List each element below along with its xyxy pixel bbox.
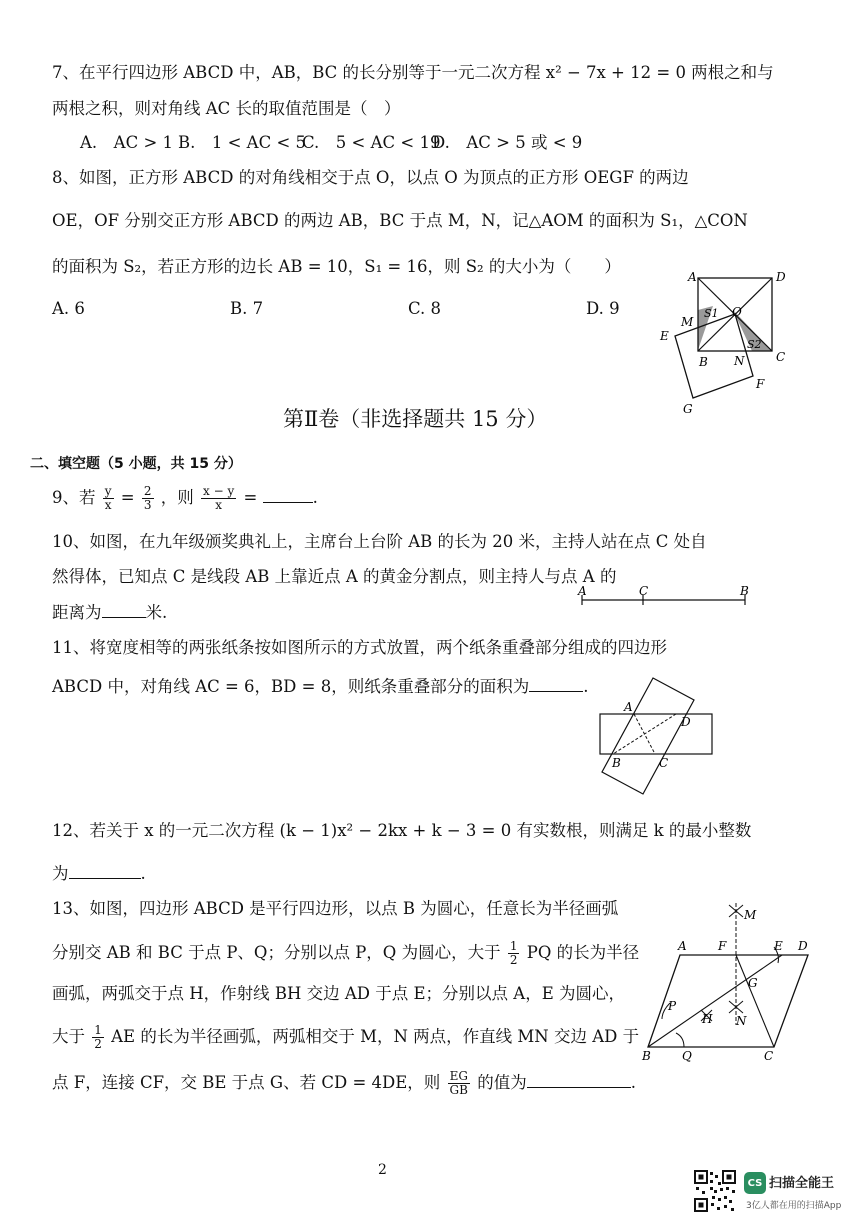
q13-label-d: D (798, 939, 808, 953)
q11-label-b: B (612, 756, 621, 770)
q8-label-s1: S1 (704, 307, 719, 320)
q7-option-b: B. 1 < AC < 5 (178, 133, 307, 152)
q13-answer-blank[interactable] (527, 1071, 631, 1088)
q8-label-c: C (776, 350, 786, 364)
q10-label-b: B (740, 584, 749, 598)
q7-option-d: D. AC > 5 或 < 9 (432, 133, 583, 152)
q8-option-c: C. 8 (408, 299, 442, 318)
q8-option-a: A. 6 (52, 299, 85, 318)
section-fill-heading: 二、填空题（5 小题，共 15 分） (30, 456, 242, 472)
q13-line-cf (736, 955, 774, 1047)
q13-frac-eg-gb: $\frac{EG}{GB}$ (449, 1069, 468, 1097)
q10-label-c: C (639, 584, 649, 598)
q7-option-a: A. AC > 1 (80, 133, 174, 152)
q9-line: 9、若 $\frac{y}{x}$ = $\frac{2}{3}$ ，则 $\frac{x - y}{x}$ = . (52, 484, 318, 512)
q7-line1: 7、在平行四边形 ABCD 中，AB，BC 的长分别等于一元二次方程 x² − 7x + 12 = 0 两根之和与 (52, 63, 774, 82)
q11-strip-horizontal (600, 714, 712, 754)
q11-line1: 11、将宽度相等的两张纸条按如图所示的方式放置，两个纸条重叠部分组成的四边形 (52, 638, 667, 657)
q8-line3: 的面积为 S₂，若正方形的边长 AB = 10，S₁ = 16，则 S₂ 的大小为（ ） (52, 257, 621, 276)
q7-line2: 两根之积，则对角线 AC 长的取值范围是（ ） (52, 99, 401, 118)
q13-frac-half-1: $\frac{1}{2}$ (509, 939, 518, 967)
q13-line5: 点 F，连接 CF，交 BE 于点 G、若 CD = 4DE，则 $\frac{EG}{GB}$ 的值为 . (52, 1069, 636, 1097)
q8-label-b: B (699, 355, 708, 369)
q8-label-e: E (660, 329, 669, 343)
q13-label-c: C (764, 1049, 774, 1063)
q8-line1: 8、如图，正方形 ABCD 的对角线相交于点 O，以点 O 为顶点的正方形 OEGF 的两边 (52, 168, 689, 187)
q9-frac-y-x: $\frac{y}{x}$ (104, 484, 112, 512)
q13-label-h: H (702, 1012, 713, 1026)
q8-figure (655, 268, 795, 418)
q8-option-d: D. 9 (586, 299, 620, 318)
q9-answer-blank[interactable] (263, 486, 313, 503)
q10-answer-blank[interactable] (102, 601, 146, 618)
qr-code-icon (694, 1170, 736, 1212)
q10-line3: 距离为 米. (52, 603, 168, 622)
q8-label-o: O (732, 305, 742, 319)
q13-label-n: N (736, 1014, 747, 1028)
q13-line2: 分别交 AB 和 BC 于点 P、Q；分别以点 P，Q 为圆心，大于 $\frac{1}{2}$ PQ 的长为半径 (52, 939, 640, 967)
section2-title: 第Ⅱ卷（非选择题共 15 分） (283, 407, 548, 431)
brand-subtitle: 3亿人都在用的扫描App (746, 1201, 842, 1211)
q13-label-m: M (744, 908, 757, 922)
q9-frac-2-3: $\frac{2}{3}$ (143, 484, 152, 512)
q8-label-n: N (734, 354, 745, 368)
q11-strip-tilted (602, 678, 694, 794)
q8-label-g: G (683, 402, 693, 416)
q13-line4: 大于 $\frac{1}{2}$ AE 的长为半径画弧，两弧相交于 M，N 两点，作直线 MN 交边 AD 于 (52, 1023, 640, 1051)
q11-label-c: C (659, 756, 669, 770)
q13-label-p: P (668, 999, 677, 1013)
q10-figure (574, 582, 754, 608)
q8-label-s2: S2 (747, 338, 762, 351)
q9-frac-xy-x: $\frac{x - y}{x}$ (203, 484, 235, 512)
q13-line1: 13、如图，四边形 ABCD 是平行四边形，以点 B 为圆心，任意长为半径画弧 (52, 899, 619, 918)
q13-line3: 画弧，两弧交于点 H，作射线 BH 交边 AD 于点 E；分别以点 A，E 为圆心， (52, 984, 626, 1003)
brand-logo-icon: CS (744, 1172, 766, 1194)
q13-label-b: B (642, 1049, 651, 1063)
q13-frac-half-2: $\frac{1}{2}$ (94, 1023, 102, 1051)
q8-line2: OE，OF 分别交正方形 ABCD 的两边 AB，BC 于点 M，N，记△AOM 的面积为 S₁，△CON (52, 211, 748, 230)
q11-label-a: A (624, 700, 633, 714)
q11-line2: ABCD 中，对角线 AC = 6，BD = 8，则纸条重叠部分的面积为 . (52, 677, 589, 696)
q10-label-a: A (578, 584, 587, 598)
q12-line2: 为 . (52, 864, 146, 883)
q13-label-f: F (718, 939, 727, 953)
q13-label-g: G (748, 976, 758, 990)
page-number: 2 (378, 1162, 387, 1178)
q11-answer-blank[interactable] (529, 675, 583, 692)
q7-option-c: C. 5 < AC < 19 (302, 133, 441, 152)
q13-label-a: A (678, 939, 687, 953)
q10-line2: 然得体，已知点 C 是线段 AB 上靠近点 A 的黄金分割点，则主持人与点 A 的 (52, 567, 617, 586)
q8-label-f: F (756, 377, 765, 391)
q10-line1: 10、如图，在九年级颁奖典礼上，主席台上台阶 AB 的长为 20 米，主持人站在点 C 处自 (52, 532, 707, 551)
q12-line1: 12、若关于 x 的一元二次方程 (k − 1)x² − 2kx + k − 3 = 0 有实数根，则满足 k 的最小整数 (52, 821, 752, 840)
q8-label-a: A (688, 270, 697, 284)
q8-option-b: B. 7 (230, 299, 264, 318)
q8-label-d: D (776, 270, 786, 284)
q12-answer-blank[interactable] (69, 862, 141, 879)
q13-label-q: Q (682, 1049, 692, 1063)
q13-figure (640, 895, 816, 1065)
q13-label-e: E (774, 939, 783, 953)
q11-figure (596, 676, 718, 798)
brand-name: 扫描全能王 (769, 1176, 835, 1191)
q8-label-m: M (681, 315, 694, 329)
q11-label-d: D (681, 715, 691, 729)
